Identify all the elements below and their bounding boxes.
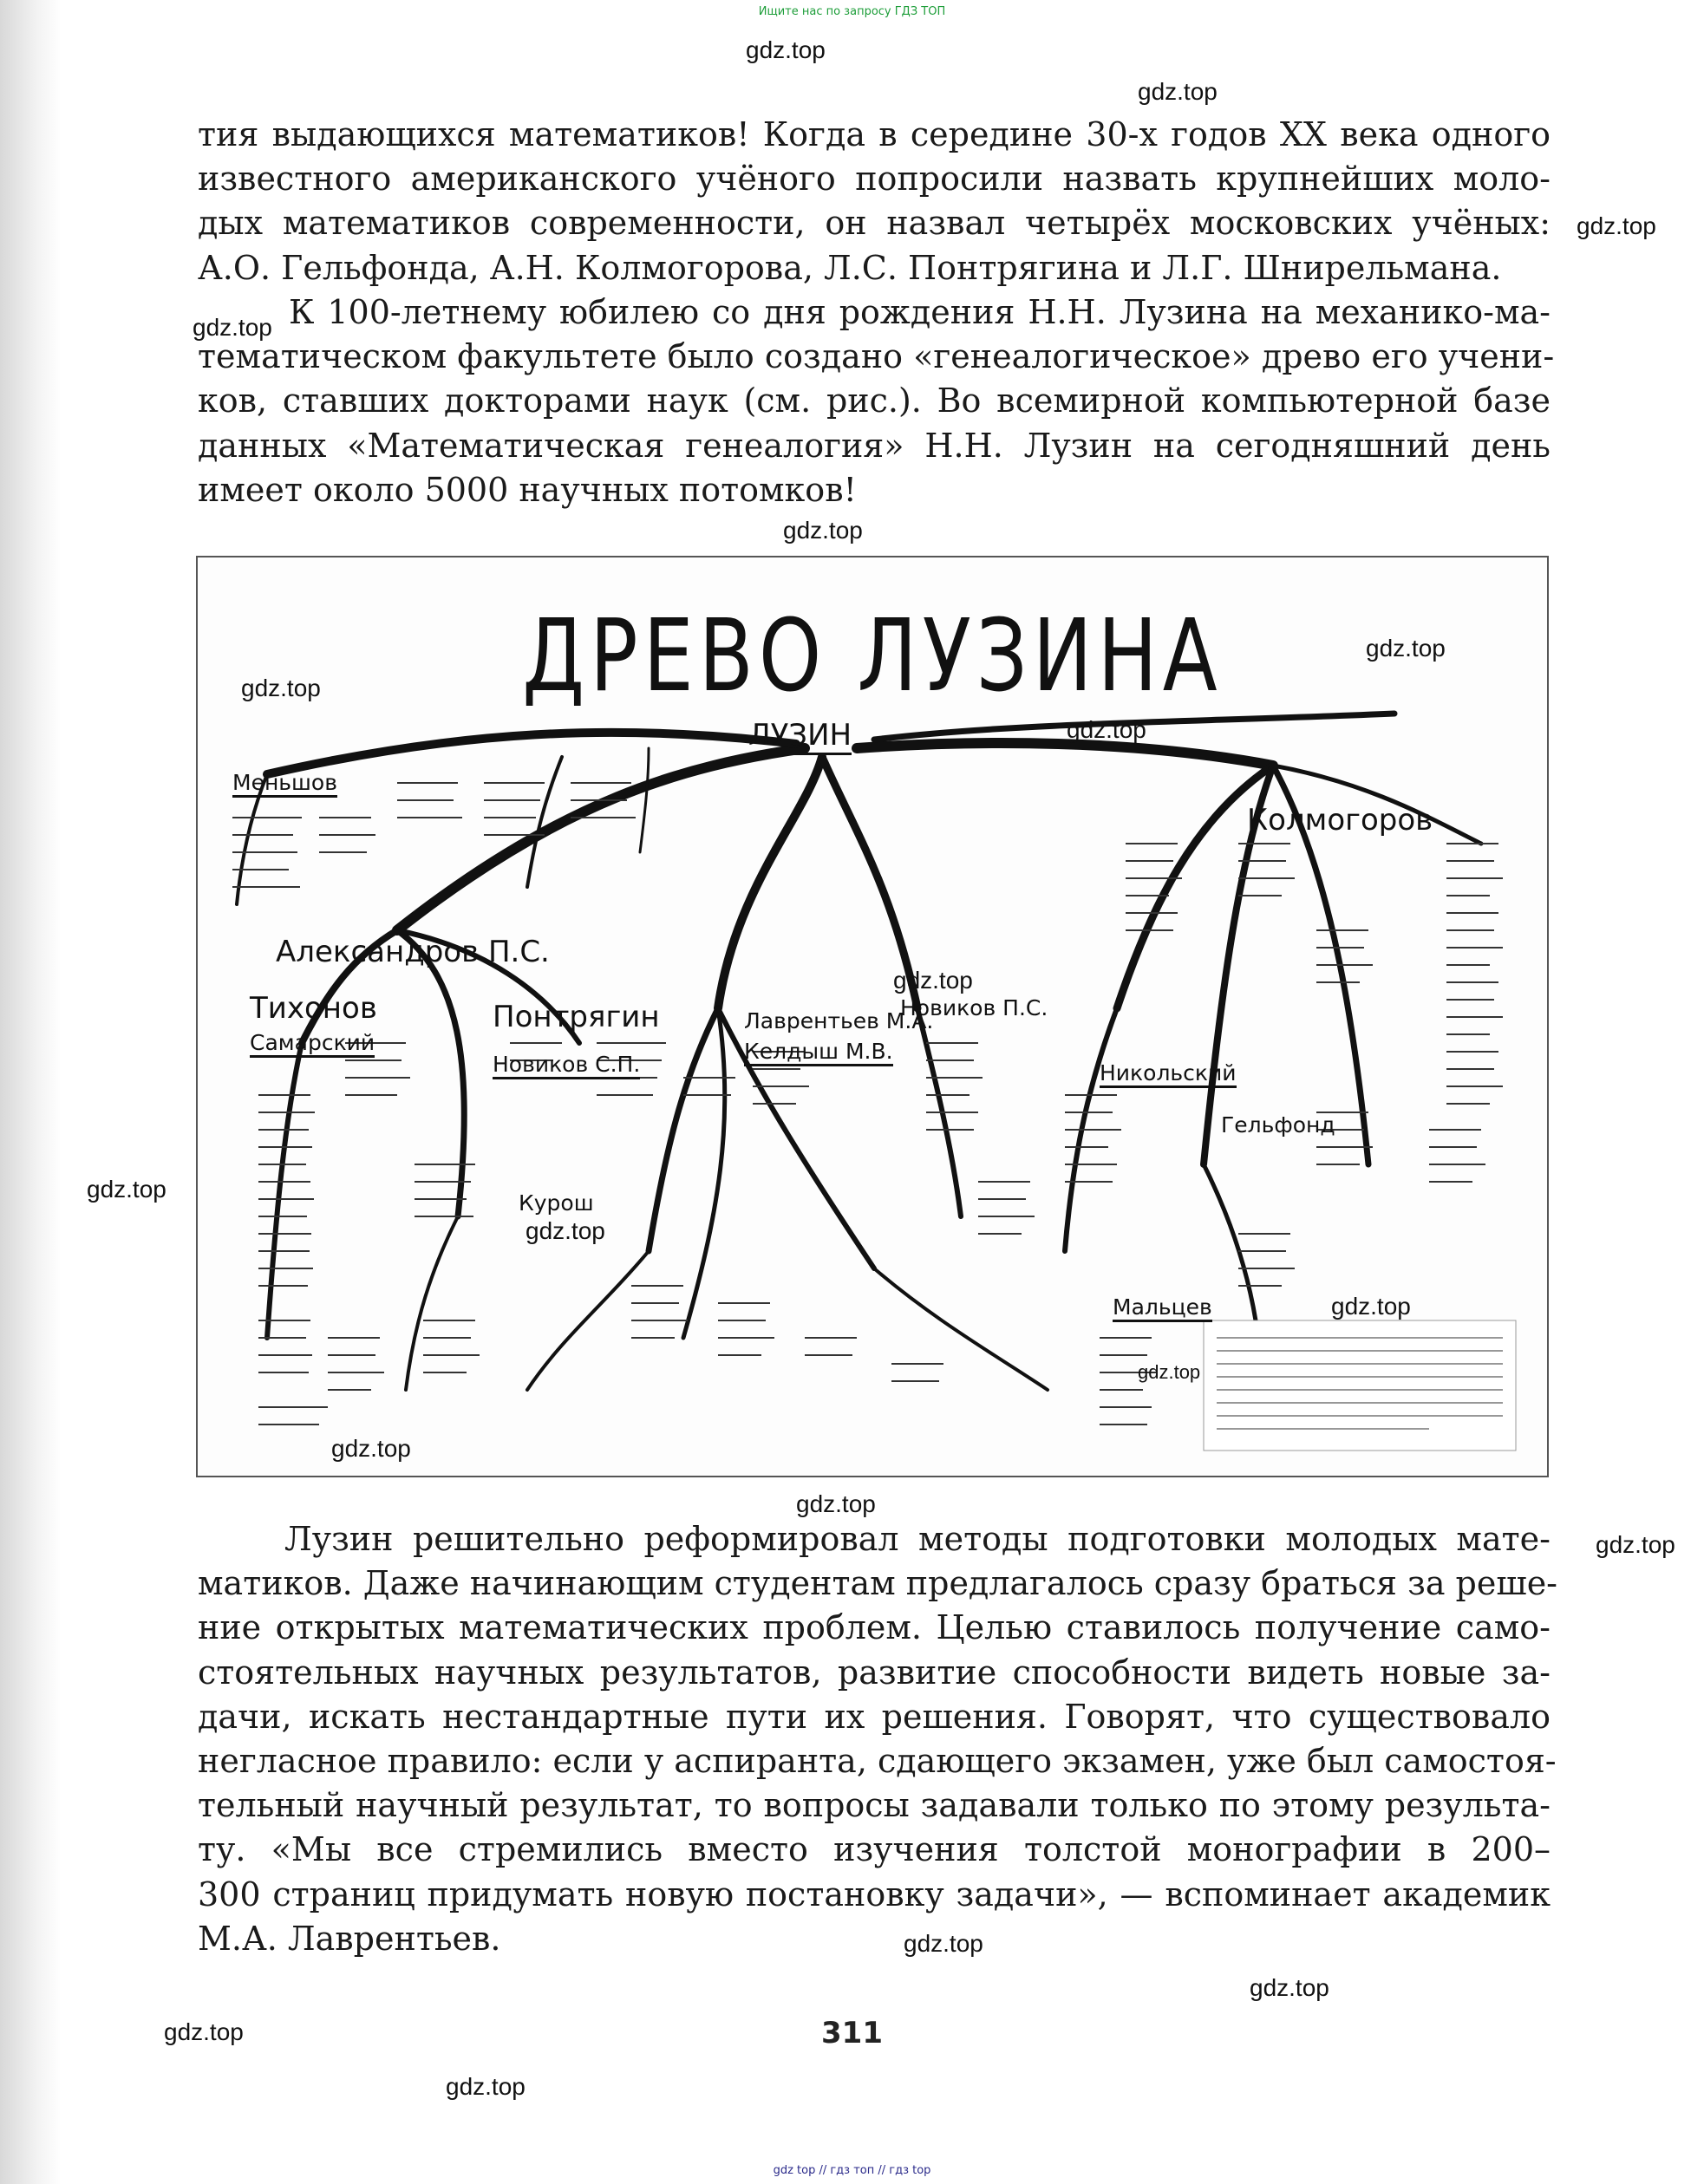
node-menshov: Меньшов [232,770,337,798]
text-line: ние открытых математических проблем. Целью ставилось получение само- [198,1608,1551,1647]
watermark: gdz.top [526,1217,605,1244]
paragraph-2 [198,290,1555,512]
node-lusin: ЛУЗИН [748,718,852,755]
text-line: тематическом факультете было создано «генеалогическое» древо его учени- [198,337,1555,376]
text-line: дых математиков современности, он назвал четырёх московских учёных: [198,204,1551,243]
watermark: gdz.top [1366,635,1446,662]
text-line: ков, ставших докторами наук (см. рис.). Во всемирной компьютерной базе [198,381,1551,421]
watermark: gdz.top [1138,1361,1201,1383]
watermark: gdz.top [1331,1293,1411,1320]
page-edge-shadow [0,0,61,2184]
watermark: gdz.top [893,967,973,994]
watermark: gdz.top [1596,1531,1675,1558]
text-line: матиков. Даже начинающим студентам предлагалось сразу браться за реше- [198,1564,1558,1603]
text-line: известного американского учёного попросили назвать крупнейших моло- [198,160,1551,199]
text-line: стоятельных научных результатов, развитие способности видеть новые за- [198,1653,1551,1692]
bottom-banner: gdz top // гдз топ // гдз top [773,2164,931,2177]
node-nikolsky: Никольский [1100,1060,1237,1088]
watermark: gdz.top [446,2073,526,2100]
node-kolmogorov: Колмогоров [1247,803,1433,838]
watermark: gdz.top [1250,1974,1329,2001]
text-line: тельный научный результат, то вопросы задавали только по этому результа- [198,1786,1551,1825]
lusin-tree-figure [196,556,1549,1477]
text-line: дачи, искать нестандартные пути их решения. Говорят, что существовало [198,1697,1551,1736]
text-line: 300 страниц придумать новую постановку задачи», — вспоминает академик [198,1874,1551,1913]
paragraph-1 [198,113,1551,290]
node-keldysh: Келдыш М.В. [744,1039,893,1066]
node-pontryagin: Понтрягин [493,1000,660,1034]
watermark: gdz.top [746,36,826,63]
node-maltsev: Мальцев [1113,1294,1212,1322]
text-line: Лузин решительно реформировал методы подготовки молодых мате- [284,1520,1551,1558]
watermark: gdz.top [1067,716,1146,743]
text-line: М.А. Лаврентьев. [198,1919,501,1958]
watermark: gdz.top [783,517,863,544]
text-line: А.О. Гельфонда, А.Н. Колмогорова, Л.С. Понтрягина и Л.Г. Шнирельмана. [198,248,1502,287]
watermark: gdz.top [1577,212,1656,239]
watermark: gdz.top [1138,78,1218,105]
node-lavrentev: Лаврентьев М.А. [744,1008,934,1033]
node-novikov-ps: Новиков П.С. [900,995,1048,1020]
node-novikov-sp: Новиков С.П. [493,1052,640,1079]
node-tikhonov: Тихонов [250,991,377,1026]
text-line: тия выдающихся математиков! Когда в середине 30-х годов XX века одного [198,115,1551,153]
node-aleksandrov: Александров П.С. [276,935,550,969]
figure-title: ДРЕВО ЛУЗИНА [522,597,1223,714]
text-line: негласное правило: если у аспиранта, сдающего экзамен, уже был самостоя- [198,1742,1557,1781]
paragraph-3 [198,1517,1558,1961]
node-kurosh: Курош [519,1190,594,1216]
watermark: gdz.top [241,675,321,701]
text-line: К 100-летнему юбилею со дня рождения Н.Н. Лузина на механико-ма- [289,293,1551,331]
watermark: gdz.top [904,1930,983,1957]
top-banner: Ищите нас по запросу ГДЗ ТОП [758,5,946,18]
node-gelfond: Гельфонд [1221,1112,1335,1138]
text-line: данных «Математическая генеалогия» Н.Н. Лузин на сегодняшний день [198,426,1551,465]
watermark: gdz.top [87,1176,166,1203]
watermark: gdz.top [164,2018,244,2045]
page-number: 311 [821,2016,883,2050]
node-samarsky: Самарский [250,1030,375,1058]
watermark: gdz.top [796,1490,876,1517]
text-line: ту. «Мы все стремились вместо изучения толстой монографии в 200– [198,1830,1551,1869]
watermark: gdz.top [331,1435,411,1462]
watermark: gdz.top [193,314,272,341]
text-line: имеет около 5000 научных потомков! [198,470,857,509]
